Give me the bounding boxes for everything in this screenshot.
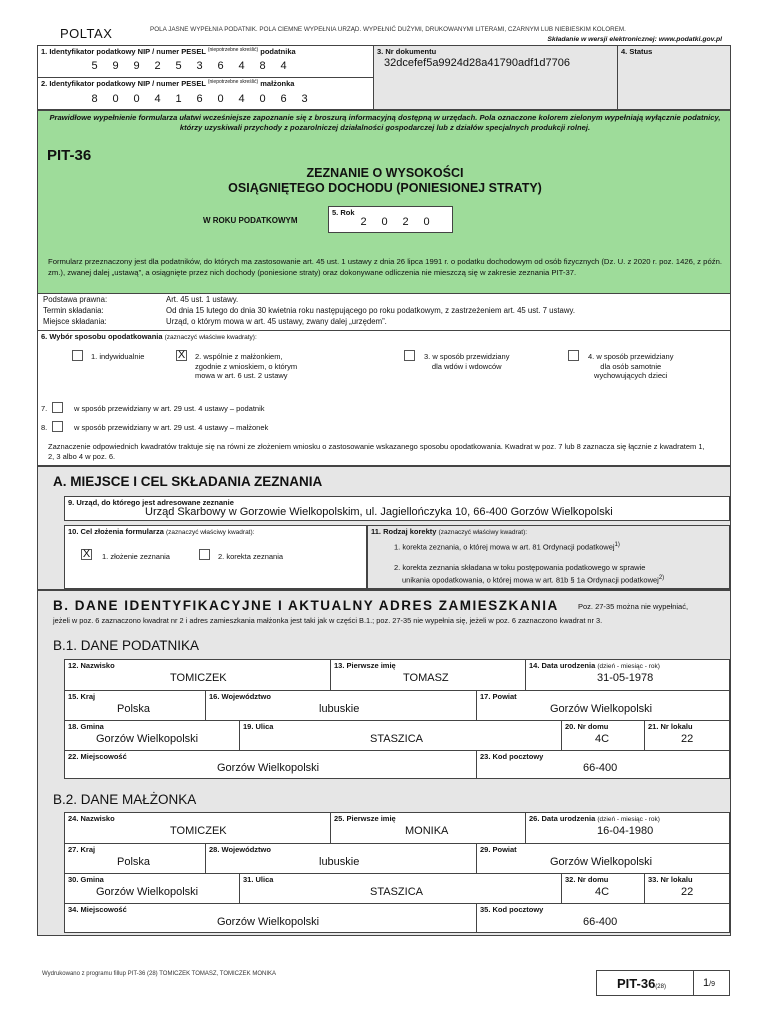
footer-form-code (617, 976, 666, 991)
field-10-label: 10. Cel złożenia formularza (68, 527, 164, 536)
field-26-note: (dzień - miesiąc - rok) (597, 816, 660, 823)
taxpayer-house-number-value: 4C (595, 733, 610, 745)
method-single-parent-label-line: 4. w sposób przewidziany (588, 352, 674, 361)
taxpayer-id-digit: 2 (154, 60, 161, 72)
deadline-value: Od dnia 15 lutego do dnia 30 kwietnia roku następującego po roku podatkowym, z zastrzeżeniem art. 45 ust. 7 ustawy. (166, 306, 575, 315)
field-29-label: 29. Powiat (480, 845, 517, 854)
filing-correction-label: 2. korekta zeznania (218, 552, 284, 561)
year-caption: W ROKU PODATKOWYM (203, 216, 298, 225)
footer-form-code-text: PIT-36 (617, 976, 656, 991)
field-10-note: (zaznaczyć właściwy kwadrat): (165, 529, 255, 536)
method-joint-label-line: 2. wspólnie z małżonkiem, (195, 352, 283, 361)
taxpayer-commune-field[interactable] (65, 721, 240, 751)
tax-office-field[interactable] (64, 496, 730, 521)
field-19-label: 19. Ulica (243, 722, 274, 731)
field-33-label: 33. Nr lokalu (648, 875, 693, 884)
spouse-id-digit: 0 (217, 93, 224, 105)
taxpayer-birth-date-value: 31-05-1978 (597, 672, 654, 684)
method-widow-checkbox[interactable] (404, 350, 415, 361)
page-current: 1 (703, 977, 710, 989)
spouse-first-name-value: MONIKA (405, 825, 449, 837)
spouse-surname-field[interactable] (65, 813, 331, 844)
field-14-note: (dzień - miesiąc - rok) (597, 663, 660, 670)
taxpayer-country-field[interactable] (65, 691, 206, 721)
taxpayer-id-digit: 5 (91, 60, 98, 72)
tax-office-value: Urząd Skarbowy w Gorzowie Wielkopolskim, ul. Jagiellończyka 10, 66-400 Gorzów Wielkopolski (145, 506, 613, 518)
taxpayer-apartment-number-field[interactable] (645, 721, 729, 751)
field-23-label: 23. Kod pocztowy (480, 752, 544, 761)
spouse-id-digit: 6 (196, 93, 203, 105)
taxpayer-voivodeship-value: lubuskie (319, 703, 360, 715)
status-field (618, 46, 730, 109)
form-title-line-2: OSIĄGNIĘTEGO DOCHODU (PONIESIONEJ STRATY) (228, 181, 542, 195)
spouse-voivodeship-field[interactable] (206, 844, 477, 874)
method-single-parent-label-line: wychowujących dzieci (594, 371, 668, 380)
spouse-id-digit: 0 (133, 93, 140, 105)
submission-place-value: Urząd, o którym mowa w art. 45 ustawy, zwany dalej „urzędem”. (166, 317, 387, 326)
spouse-locality-value: Gorzów Wielkopolski (217, 916, 320, 928)
field-2-suffix: małżonka (260, 79, 295, 88)
legal-info (37, 294, 731, 330)
filing-original-label: 1. złożenie zeznania (102, 552, 170, 561)
method-widow-label-line: 3. w sposób przewidziany (424, 352, 510, 361)
method-individual-checkbox[interactable] (72, 350, 83, 361)
field-1-label: 1. Identyfikator podatkowy NIP / numer PESEL (41, 47, 206, 56)
section-b2-title: B.2. DANE MAŁŻONKA (53, 792, 197, 807)
field-20-label: 20. Nr domu (565, 722, 609, 731)
spouse-commune-value: Gorzów Wielkopolski (96, 886, 199, 898)
year-digit: 0 (381, 216, 388, 228)
method-joint-label-line: mowa w art. 6 ust. 2 ustawy (195, 371, 288, 380)
field-31-label: 31. Ulica (243, 875, 274, 884)
section-b-title: B. DANE IDENTYFIKACYJNE I AKTUALNY ADRES ZAMIESZKANIA (53, 598, 559, 613)
field-2-note: (niepotrzebne skreślić) (207, 79, 259, 85)
field-26-label: 26. Data urodzenia (529, 814, 596, 823)
form-header-block (37, 110, 731, 294)
field-7-label: w sposób przewidziany w art. 29 ust. 4 ustawy – podatnik (74, 404, 265, 413)
year-field[interactable] (328, 206, 453, 233)
field-22-label: 22. Miejscowość (68, 752, 127, 761)
taxpayer-surname-field[interactable] (65, 660, 331, 691)
method-single-parent-label-line: dla osób samotnie (600, 361, 662, 371)
spouse-data-grid (64, 812, 730, 933)
taxpayer-county-field[interactable] (477, 691, 729, 721)
brand-logo: POLTAX (60, 26, 113, 41)
taxpayer-id-digit: 5 (175, 60, 182, 72)
method-individual-label: 1. indywidualnie (91, 352, 145, 361)
spouse-country-value: Polska (117, 856, 151, 868)
field-21-label: 21. Nr lokalu (648, 722, 693, 731)
spouse-id-digit: 0 (259, 93, 266, 105)
field-11-note: (zaznaczyć właściwy kwadrat): (438, 529, 528, 536)
taxpayer-house-number-field[interactable] (562, 721, 645, 751)
taxpayer-first-name-value: TOMASZ (403, 672, 449, 684)
taxpayer-postal-code-field[interactable] (477, 751, 729, 778)
taxpayer-locality-value: Gorzów Wielkopolski (217, 762, 320, 774)
legal-basis-label: Podstawa prawna: (43, 295, 108, 304)
section-a (37, 466, 731, 590)
spouse-id-digit: 8 (91, 93, 98, 105)
taxpayer-commune-value: Gorzów Wielkopolski (96, 733, 199, 745)
taxpayer-locality-field[interactable] (65, 751, 477, 778)
field-35-label: 35. Kod pocztowy (480, 905, 544, 914)
field-30-label: 30. Gmina (68, 875, 104, 884)
taxpayer-data-grid (64, 659, 730, 779)
field-25-label: 25. Pierwsze imię (334, 814, 396, 823)
spouse-county-value: Gorzów Wielkopolski (550, 856, 653, 868)
page-number (703, 977, 715, 989)
taxpayer-street-value: STASZICA (370, 733, 423, 745)
spouse-county-field[interactable] (477, 844, 729, 874)
taxpayer-first-name-field[interactable] (331, 660, 526, 691)
taxpayer-id-digit: 6 (217, 60, 224, 72)
spouse-apartment-number-field[interactable] (645, 874, 729, 904)
spouse-postal-code-value: 66-400 (583, 916, 618, 928)
method-single-parent-label (588, 352, 673, 381)
field-8-label: w sposób przewidziany w art. 29 ust. 4 ustawy – małżonek (74, 423, 269, 432)
field-6-label: 6. Wybór sposobu opodatkowania (41, 332, 163, 341)
correction-type-option-2-line: 2. korekta zeznania składana w toku postępowania podatkowego w sprawie (394, 563, 646, 572)
method-joint-label-line: zgodnie z wnioskiem, o którym (195, 361, 298, 371)
taxpayer-country-value: Polska (117, 703, 151, 715)
field-34-label: 34. Miejscowość (68, 905, 127, 914)
spouse-id-digit: 3 (301, 93, 308, 105)
correction-type-field (367, 525, 730, 589)
correction-type-option-1[interactable] (394, 542, 620, 552)
footer-form-box (596, 970, 730, 996)
taxpayer-id-digit: 4 (280, 60, 287, 72)
section-b-note: jeżeli w poz. 6 zaznaczono kwadrat nr 2 i adres zamieszkania małżonka jest taki jak w części B.1.; poz. 27-35 nie wypełnia się, jeżeli w poz. 6 zaznaczono kwadrat nr 3. (53, 616, 603, 625)
spouse-id-digit: 6 (280, 93, 287, 105)
method-note: Zaznaczenie odpowiednich kwadratów traktuje się na równi ze złożeniem wniosku o zastosowanie wskazanego sposobu opodatkowania. Kwadrat w poz. 7 lub 8 zaznacza się łącznie z kwadratem 1, 2, 3 albo 4 w poz. 6. (48, 442, 705, 461)
spouse-id-field[interactable] (38, 78, 374, 111)
filing-purpose-field (64, 525, 367, 589)
instructions-line-2: Składanie w wersji elektronicznej: www.podatki.gov.pl (547, 36, 722, 43)
field-32-label: 32. Nr domu (565, 875, 609, 884)
spouse-postal-code-field[interactable] (477, 904, 729, 932)
field-4-label: 4. Status (621, 47, 653, 56)
field-9-label: 9. Urząd, do którego jest adresowane zeznanie (68, 498, 234, 507)
form-code: PIT-36 (47, 147, 92, 164)
section-b1-title: B.1. DANE PODATNIKA (53, 638, 200, 653)
filing-correction-checkbox[interactable] (199, 549, 210, 560)
correction-type-option-1-label: 1. korekta zeznania, o której mowa w art. 81 Ordynacji podatkowej (394, 542, 615, 552)
instructions-line-1: POLA JASNE WYPEŁNIA PODATNIK. POLA CIEMNE WYPEŁNIA URZĄD. WYPEŁNIĆ DUŻYMI, DRUKOWANYMI LITERAMI, CZARNYM LUB NIEBIESKIM KOLOREM. (150, 26, 626, 33)
taxpayer-id-field[interactable] (38, 46, 374, 78)
taxation-method-block (37, 330, 731, 466)
field-24-label: 24. Nazwisko (68, 814, 115, 823)
field-12-label: 12. Nazwisko (68, 661, 115, 670)
field-7-number: 7. (41, 404, 48, 413)
spouse-country-field[interactable] (65, 844, 206, 874)
year-digit: 2 (402, 216, 409, 228)
field-13-label: 13. Pierwsze imię (334, 661, 396, 670)
spouse-voivodeship-value: lubuskie (319, 856, 360, 868)
method-single-parent-checkbox[interactable] (568, 350, 579, 361)
identifier-block (37, 45, 731, 110)
field-27-label: 27. Kraj (68, 845, 96, 854)
year-digits (353, 216, 437, 228)
spouse-street-value: STASZICA (370, 886, 423, 898)
field-6-note: (zaznaczyć właściwe kwadraty): (164, 334, 257, 341)
section-a-title: A. MIEJSCE I CEL SKŁADANIA ZEZNANIA (53, 474, 323, 489)
field-1-note: (niepotrzebne skreślić) (207, 47, 259, 53)
field-7-checkbox[interactable] (52, 402, 63, 413)
form-description: Formularz przeznaczony jest dla podatników, do których ma zastosowanie art. 45 ust. 1 ustawy z dnia 26 lipca 1991 r. o podatku dochodowym od osób fizycznych (Dz. U. z 2020 r. poz. 1426, z późn. zm.), zwanej dalej „ustawą”, a osiągnięte przez nich dochody (poniesione straty) oraz dokonywane odliczenia nie mieszczą się w zakresie zeznania PIT-37. (48, 257, 722, 277)
spouse-id-digit: 1 (175, 93, 182, 105)
legal-basis-value: Art. 45 ust. 1 ustawy. (166, 295, 239, 304)
taxpayer-birth-date-field[interactable] (526, 660, 729, 691)
spouse-street-field[interactable] (240, 874, 562, 904)
deadline-label: Termin składania: (43, 306, 104, 315)
field-17-label: 17. Powiat (480, 692, 517, 701)
field-16-label: 16. Województwo (209, 692, 271, 701)
section-b-note-inline: Poz. 27-35 można nie wypełniać, (578, 602, 689, 611)
spouse-surname-value: TOMICZEK (170, 825, 227, 837)
correction-type-option-2[interactable] (394, 562, 664, 586)
field-14-label: 14. Data urodzenia (529, 661, 596, 670)
field-3-label: 3. Nr dokumentu (377, 47, 437, 56)
footer-form-version: (28) (655, 984, 666, 990)
spouse-birth-date-value: 16-04-1980 (597, 825, 654, 837)
method-widow-label-line: dla wdów i wdowców (431, 361, 502, 371)
taxpayer-id-digit: 3 (196, 60, 203, 72)
intro-text: Prawidłowe wypełnienie formularza ułatwi wcześniejsze zapoznanie się z broszurą informacyjną dostępną w urzędach. Pola oznaczone kolorem zielonym wypełniają wyłącznie podatnicy, którzy uzyskiwali przychody z pozarolniczej działalności gospodarczej lub z działów specjalnych produkcji rolnej. (49, 113, 721, 132)
method-joint-checkbox[interactable]: X (177, 349, 186, 361)
print-footer-note: Wydrukowano z programu fillup PIT-36 (28) TOMICZEK TOMASZ, TOMICZEK MONIKA (42, 971, 277, 977)
field-28-label: 28. Województwo (209, 845, 271, 854)
taxpayer-street-field[interactable] (240, 721, 562, 751)
spouse-commune-field[interactable] (65, 874, 240, 904)
field-5-label: 5. Rok (332, 208, 355, 217)
footnote-1-marker: 1) (614, 542, 620, 548)
field-11-label: 11. Rodzaj korekty (371, 527, 437, 536)
spouse-id-digits (84, 93, 315, 105)
taxpayer-id-digit: 9 (112, 60, 119, 72)
field-18-label: 18. Gmina (68, 722, 104, 731)
correction-type-option-2-line: unikania opodatkowania, o której mowa w art. 81b § 1a Ordynacji podatkowej (402, 575, 659, 585)
field-15-label: 15. Kraj (68, 692, 96, 701)
footnote-2-marker: 2) (658, 575, 665, 581)
year-digit: 2 (360, 216, 367, 228)
method-joint-label (195, 352, 297, 381)
field-8-checkbox[interactable] (52, 421, 63, 432)
taxpayer-postal-code-value: 66-400 (583, 762, 618, 774)
taxpayer-apartment-number-value: 22 (681, 733, 694, 745)
spouse-id-digit: 4 (238, 93, 245, 105)
filing-original-checkbox[interactable]: X (82, 548, 91, 560)
spouse-locality-field[interactable] (65, 904, 477, 932)
spouse-first-name-field[interactable] (331, 813, 526, 844)
spouse-house-number-field[interactable] (562, 874, 645, 904)
spouse-id-digit: 0 (112, 93, 119, 105)
spouse-house-number-value: 4C (595, 886, 610, 898)
field-8-number: 8. (41, 423, 48, 432)
section-b (37, 590, 731, 936)
taxpayer-surname-value: TOMICZEK (170, 672, 227, 684)
year-digit: 0 (423, 216, 430, 228)
form-title-line-1: ZEZNANIE O WYSOKOŚCI (306, 166, 464, 180)
document-number-value: 32dcefef5a9924d28a41790adf1d7706 (384, 57, 570, 69)
document-number-field (374, 46, 618, 109)
taxpayer-id-digits (84, 60, 294, 72)
field-2-label: 2. Identyfikator podatkowy NIP / numer PESEL (41, 79, 206, 88)
spouse-birth-date-field[interactable] (526, 813, 729, 844)
taxpayer-id-digit: 9 (133, 60, 140, 72)
taxpayer-county-value: Gorzów Wielkopolski (550, 703, 653, 715)
page-total: /9 (709, 981, 715, 988)
taxpayer-voivodeship-field[interactable] (206, 691, 477, 721)
taxpayer-id-digit: 8 (259, 60, 266, 72)
method-widow-label (424, 352, 509, 371)
submission-place-label: Miejsce składania: (43, 317, 107, 326)
spouse-id-digit: 4 (154, 93, 161, 105)
taxpayer-id-digit: 4 (238, 60, 245, 72)
spouse-apartment-number-value: 22 (681, 886, 694, 898)
field-1-suffix: podatnika (260, 47, 296, 56)
